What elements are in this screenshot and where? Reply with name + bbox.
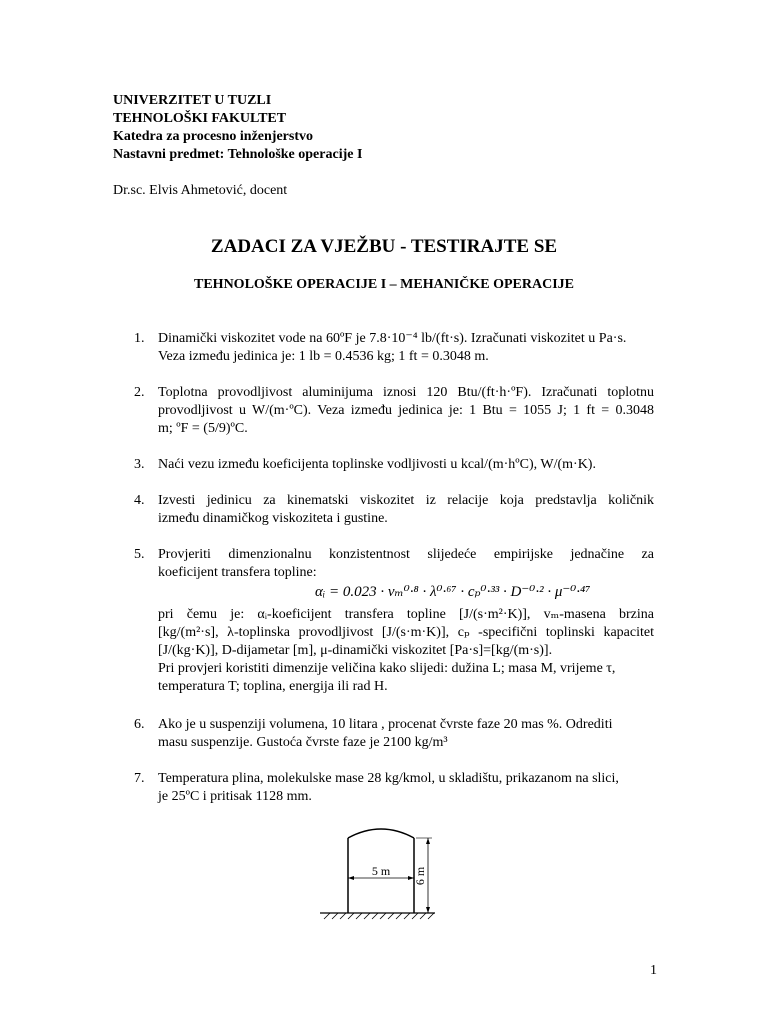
task-text-line: je 25ºC i pritisak 1128 mm.: [158, 789, 312, 804]
task-number: 1.: [134, 331, 145, 346]
task-text-line: Naći vezu između koeficijenta toplinske vodljivosti u kcal/(m·hºC), W/(m·K).: [158, 457, 596, 472]
task-2: [134, 384, 654, 438]
task-text-line: pri čemu je: αᵢ-koeficijent transfera topline [J/(s·m²·K)], vₘ-masena brzina: [158, 607, 654, 622]
task-text-line: [kg/(m²·s], λ-toplinska provodljivost [J/(s·m·K)], cₚ -specifični toplinski kapacitet: [158, 625, 654, 640]
task-1: [134, 330, 654, 366]
task-6: [134, 716, 654, 752]
task-text-line: Pri provjeri koristiti dimenzije veličina kako slijedi: dužina L; masa M, vrijeme τ,: [158, 661, 616, 676]
task-number: 5.: [134, 547, 145, 562]
task-5-explanation: [158, 606, 654, 696]
task-number: 6.: [134, 717, 145, 732]
ground-hatching: [324, 913, 434, 919]
task-text-line: Ako je u suspenziji volumena, 10 litara , procenat čvrste faze 20 mas %. Odrediti: [158, 717, 613, 732]
task-number: 2.: [134, 385, 145, 400]
storage-tank-figure: [310, 818, 450, 928]
task-text-line: Toplotna provodljivost aluminijuma iznosi 120 Btu/(ft·h·ºF). Izračunati toplotnu: [158, 385, 654, 400]
task-text-line: Veza između jedinica je: 1 lb = 0.4536 kg; 1 ft = 0.3048 m.: [158, 349, 489, 364]
task-text-line: Izvesti jedinicu za kinematski viskozitet iz relacije koja predstavlja količnik: [158, 493, 654, 508]
task-text-line: koeficijent transfera topline:: [158, 565, 317, 580]
university-name: UNIVERZITET U TUZLI: [113, 93, 272, 108]
department-name: Katedra za procesno inženjerstvo: [113, 129, 313, 144]
document-header: [113, 92, 362, 164]
task-number: 7.: [134, 771, 145, 786]
faculty-name: TEHNOLOŠKI FAKULTET: [113, 111, 287, 126]
arrow-down: [426, 907, 430, 913]
task-7: [134, 770, 654, 806]
task-4: [134, 492, 654, 528]
task-5: [134, 546, 654, 582]
task-number: 4.: [134, 493, 145, 508]
task-text-line: između dinamičkog viskoziteta i gustine.: [158, 511, 388, 526]
task-number: 3.: [134, 457, 145, 472]
task-text-line: Dinamički viskozitet vode na 60ºF je 7.8·10⁻⁴ lb/(ft·s). Izračunati viskozitet u Pa·s.: [158, 331, 627, 346]
course-name: Nastavni predmet: Tehnološke operacije I: [113, 147, 363, 162]
task-text-line: Temperatura plina, molekulske mase 28 kg/kmol, u skladištu, prikazanom na slici,: [158, 771, 619, 786]
page-title: ZADACI ZA VJEŽBU - TESTIRAJTE SE: [210, 236, 558, 257]
task-text-line: m; ºF = (5/9)ºC.: [158, 421, 248, 436]
task-text-line: temperatura T; toplina, energija ili rad H.: [158, 679, 388, 694]
tank-roof: [348, 829, 414, 838]
arrow-left: [348, 876, 354, 880]
author: Dr.sc. Elvis Ahmetović, docent: [113, 183, 288, 198]
task-text-line: masu suspenzije. Gustoća čvrste faze je 2100 kg/m³: [158, 735, 448, 750]
height-label: 6 m: [413, 866, 427, 886]
task-3: [134, 456, 654, 474]
page-subtitle: TEHNOLOŠKE OPERACIJE I – MEHANIČKE OPERACIJE: [194, 277, 574, 292]
empirical-equation: αᵢ = 0.023 · vₘ⁰·⁸ · λ⁰·⁶⁷ · cₚ⁰·³³ · D⁻⁰·² · μ⁻⁰·⁴⁷: [315, 584, 591, 600]
task-text-line: provodljivost u W/(m·ºC). Veza između jedinica je: 1 Btu = 1055 J; 1 ft = 0.3048: [158, 403, 654, 418]
width-label: 5 m: [371, 864, 391, 878]
page-number: 1: [650, 963, 657, 978]
arrow-up: [426, 838, 430, 844]
task-text-line: [J/(kg·K)], D-dijametar [m], μ-dinamički viskozitet [Pa·s]=[kg/(m·s)].: [158, 643, 553, 658]
task-text-line: Provjeriti dimenzionalnu konzistentnost slijedeće empirijske jednačine za: [158, 547, 654, 562]
